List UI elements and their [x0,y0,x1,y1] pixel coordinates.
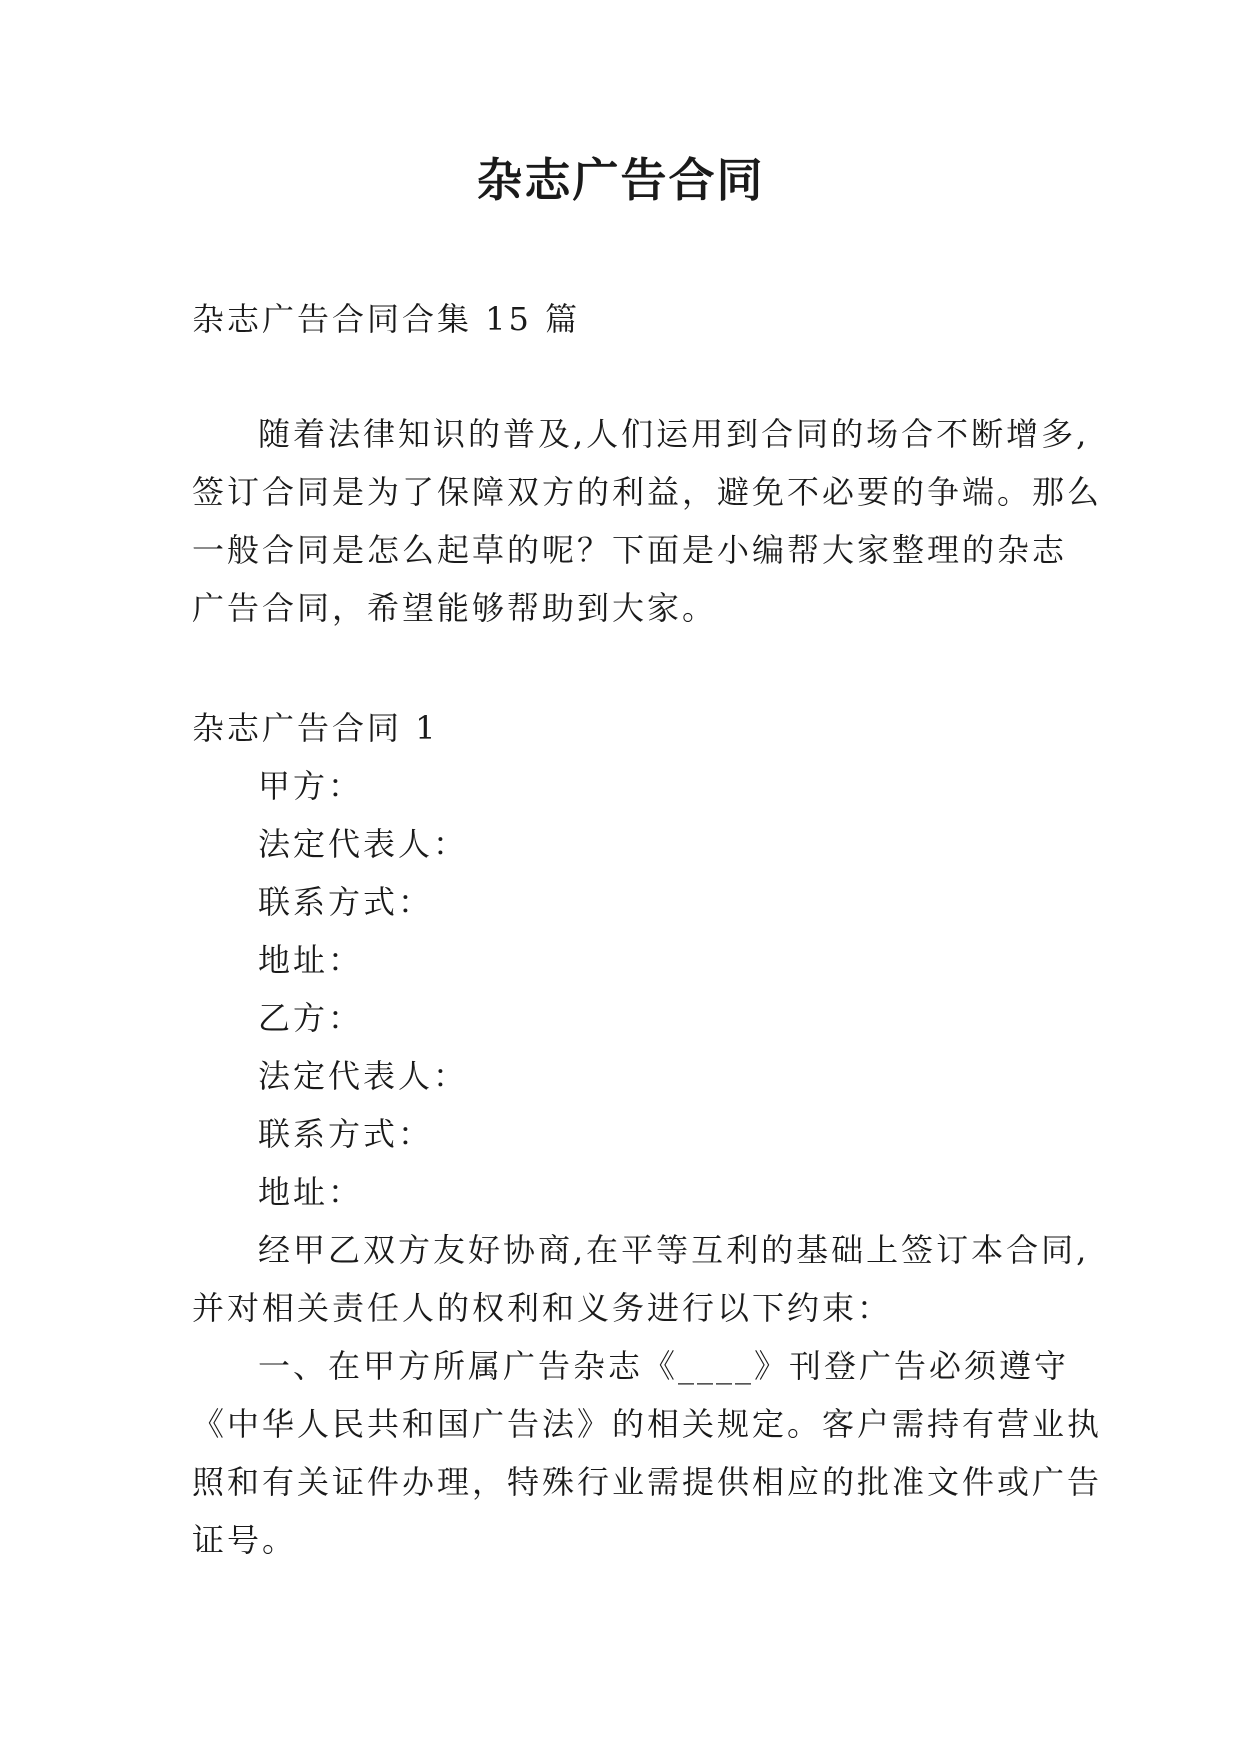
section-heading [192,699,1052,757]
agreement-line: 经甲乙双方友好协商,在平等互利的基础上签订本合同, [258,1231,1090,1269]
party-a-contact: 联系方式： [258,883,434,921]
party-a-label: 甲方： [258,767,364,805]
intro-line: 一般合同是怎么起草的呢？下面是小编帮大家整理的杂志 [192,531,1068,569]
intro-paragraph [192,405,1103,637]
subtitle-text: 杂志广告合同合集 15 篇 [192,300,581,338]
document-title: 杂志广告合同 [476,153,765,207]
party-a-address: 地址： [258,941,364,979]
clause-line: 《中华人民共和国广告法》的相关规定。客户需持有营业执 [192,1405,1103,1443]
party-b-address: 地址： [258,1173,364,1211]
clause-line: 照和有关证件办理，特殊行业需提供相应的批准文件或广告 [192,1463,1103,1501]
intro-line: 签订合同是为了保障双方的利益，避免不必要的争端。那么 [192,473,1103,511]
clause-line: 证号。 [192,1521,298,1559]
document-subtitle [192,290,1052,348]
party-b-contact: 联系方式： [258,1115,434,1153]
party-b-label: 乙方： [258,999,364,1037]
clause-line: 一、在甲方所属广告杂志《____》刊登广告必须遵守 [258,1347,1070,1385]
section-heading-text: 杂志广告合同 1 [192,709,439,747]
contract-body [192,757,1103,1569]
party-a-representative: 法定代表人： [258,825,469,863]
agreement-line: 并对相关责任人的权利和义务进行以下约束： [192,1289,893,1327]
intro-line: 广告合同，希望能够帮助到大家。 [192,589,718,627]
intro-line: 随着法律知识的普及,人们运用到合同的场合不断增多, [258,415,1090,453]
party-b-representative: 法定代表人： [258,1057,469,1095]
